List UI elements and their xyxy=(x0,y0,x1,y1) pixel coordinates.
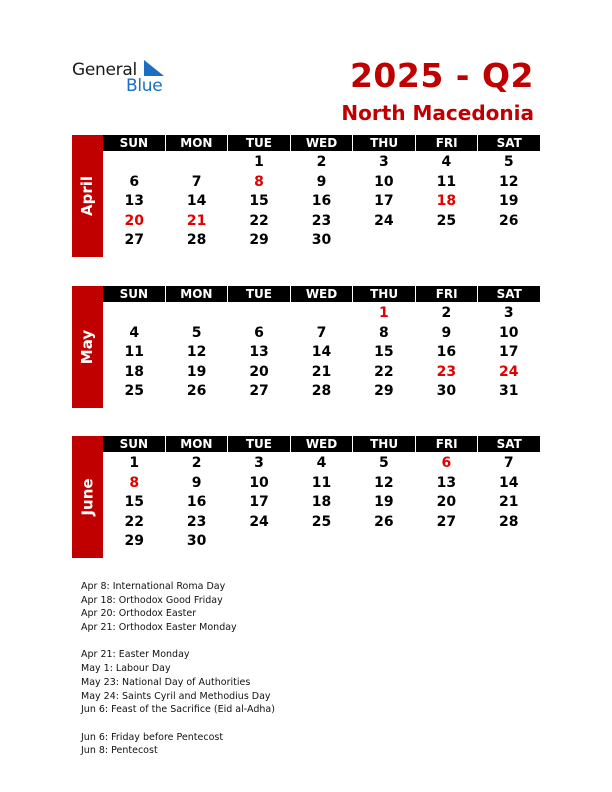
day-cell: 4 xyxy=(316,455,327,471)
month-june xyxy=(72,436,540,558)
day-cell: 20 xyxy=(436,494,457,510)
holiday-note: Apr 8: International Roma Day xyxy=(81,581,226,592)
day-cell: 10 xyxy=(374,173,394,190)
day-cell xyxy=(228,532,290,552)
day-cell: 23 xyxy=(436,363,457,380)
week-row xyxy=(103,343,540,363)
day-cell: 16 xyxy=(436,344,457,360)
month-name: May xyxy=(78,329,97,365)
day-cell: 8 xyxy=(379,324,389,341)
weekday-header-cell: SUN xyxy=(103,286,165,302)
day-cell: 30 xyxy=(186,533,207,549)
day-cell: 9 xyxy=(441,324,452,341)
day-cell: 19 xyxy=(186,363,207,380)
day-cell: 18 xyxy=(124,363,144,380)
logo xyxy=(72,60,172,96)
day-cell: 17 xyxy=(499,344,519,360)
weekday-header-cell: THU xyxy=(353,286,415,302)
page-title: 2025 - Q2 xyxy=(349,56,534,95)
day-cell: 21 xyxy=(186,212,207,229)
weekday-header-cell: THU xyxy=(353,436,415,452)
month-name-container xyxy=(72,436,103,558)
holiday-note: Jun 8: Pentecost xyxy=(81,745,158,757)
day-cell: 16 xyxy=(311,193,332,209)
day-cell: 12 xyxy=(499,173,519,190)
holiday-note: Apr 21: Easter Monday xyxy=(81,649,190,661)
day-cell: 22 xyxy=(124,513,144,530)
weekday-header-cell: MON xyxy=(166,135,228,151)
logo-triangle-icon xyxy=(144,60,164,76)
note-spacer xyxy=(81,717,275,731)
day-cell: 7 xyxy=(503,455,514,471)
day-cell: 20 xyxy=(249,363,269,380)
day-cell: 26 xyxy=(374,513,394,530)
holiday-note: Apr 20: Orthodox Easter xyxy=(81,608,197,620)
day-cell: 14 xyxy=(186,193,207,209)
day-cell: 5 xyxy=(379,455,389,471)
day-cell: 21 xyxy=(311,363,332,380)
day-cell: 13 xyxy=(436,474,457,491)
day-cell: 9 xyxy=(191,474,202,491)
week-row xyxy=(103,324,540,344)
day-cell: 3 xyxy=(379,154,389,170)
week-row xyxy=(103,192,540,212)
week-row xyxy=(103,532,540,552)
day-cell: 3 xyxy=(503,305,514,321)
weekday-header-cell: THU xyxy=(353,135,415,151)
weekday-header-cell: SUN xyxy=(103,436,165,452)
day-cell xyxy=(290,304,352,324)
day-cell xyxy=(478,532,540,552)
day-cell: 30 xyxy=(311,232,332,248)
weekday-header-cell: TUE xyxy=(228,135,290,151)
day-cell: 15 xyxy=(249,193,269,209)
day-grid xyxy=(103,454,540,552)
weekday-header xyxy=(103,286,540,302)
week-row xyxy=(103,382,540,402)
holiday-note: Apr 21: Orthodox Easter Monday xyxy=(81,622,237,634)
day-cell: 13 xyxy=(124,193,144,209)
day-grid xyxy=(103,304,540,402)
weekday-header-cell: FRI xyxy=(416,286,478,302)
weekday-header-cell: SAT xyxy=(478,436,540,452)
day-cell: 25 xyxy=(124,383,144,399)
day-cell: 25 xyxy=(436,212,457,229)
day-cell: 8 xyxy=(129,474,140,491)
day-cell: 14 xyxy=(311,344,332,360)
week-row xyxy=(103,173,540,193)
day-cell xyxy=(165,304,227,324)
day-cell: 5 xyxy=(191,324,202,341)
logo-text-blue: Blue xyxy=(126,76,163,96)
week-row xyxy=(103,513,540,533)
week-row xyxy=(103,454,540,474)
weekday-header-cell: WED xyxy=(291,286,353,302)
week-row xyxy=(103,231,540,251)
day-cell: 24 xyxy=(374,212,394,229)
weekday-header-cell: WED xyxy=(291,135,353,151)
day-cell: 23 xyxy=(311,212,332,229)
day-grid xyxy=(103,153,540,251)
day-cell: 19 xyxy=(499,193,519,209)
day-cell: 6 xyxy=(129,173,140,190)
day-cell: 24 xyxy=(499,363,519,380)
day-cell xyxy=(478,231,540,251)
day-cell: 26 xyxy=(186,383,207,399)
day-cell: 11 xyxy=(436,173,457,190)
day-cell xyxy=(415,532,477,552)
month-name-container xyxy=(72,286,103,408)
day-cell: 27 xyxy=(249,383,269,399)
weekday-header xyxy=(103,436,540,452)
day-cell: 15 xyxy=(124,494,144,510)
day-cell: 11 xyxy=(124,344,144,360)
day-cell: 10 xyxy=(499,324,519,341)
day-cell xyxy=(103,304,165,324)
weekday-header-cell: MON xyxy=(166,436,228,452)
day-cell: 26 xyxy=(499,212,519,229)
day-cell: 1 xyxy=(129,455,140,471)
day-cell: 12 xyxy=(186,344,207,360)
day-cell: 9 xyxy=(316,173,327,190)
week-row xyxy=(103,304,540,324)
day-cell: 5 xyxy=(503,154,514,170)
day-cell: 28 xyxy=(186,232,207,248)
day-cell xyxy=(353,231,415,251)
day-cell: 22 xyxy=(374,363,394,380)
day-cell: 1 xyxy=(254,154,264,170)
day-cell: 2 xyxy=(316,154,327,170)
day-cell: 11 xyxy=(311,474,332,491)
day-cell: 2 xyxy=(191,455,202,471)
weekday-header-cell: FRI xyxy=(416,135,478,151)
week-row xyxy=(103,474,540,494)
weekday-header-cell: SAT xyxy=(478,286,540,302)
weekday-header-cell: MON xyxy=(166,286,228,302)
day-cell xyxy=(165,153,227,173)
holiday-note: Apr 18: Orthodox Good Friday xyxy=(81,594,223,606)
day-cell: 10 xyxy=(249,474,269,491)
day-cell: 23 xyxy=(186,513,207,530)
day-cell: 8 xyxy=(254,173,264,190)
day-cell: 16 xyxy=(186,494,207,510)
day-cell: 18 xyxy=(311,494,332,510)
day-cell: 7 xyxy=(316,324,327,341)
day-cell: 15 xyxy=(374,344,394,360)
day-cell: 4 xyxy=(129,324,140,341)
weekday-header-cell: WED xyxy=(291,436,353,452)
week-row xyxy=(103,153,540,173)
day-cell: 29 xyxy=(374,383,394,399)
week-row xyxy=(103,212,540,232)
day-cell: 12 xyxy=(374,474,394,491)
day-cell: 3 xyxy=(254,455,264,471)
day-cell: 1 xyxy=(379,305,389,321)
day-cell: 19 xyxy=(374,494,394,510)
day-cell: 30 xyxy=(436,383,457,399)
day-cell xyxy=(228,304,290,324)
weekday-header-cell: SUN xyxy=(103,135,165,151)
note-spacer xyxy=(81,635,275,649)
day-cell: 22 xyxy=(249,212,269,229)
day-cell: 31 xyxy=(499,383,519,399)
day-cell: 6 xyxy=(254,324,264,341)
day-cell: 17 xyxy=(249,494,269,510)
month-name-container xyxy=(72,135,103,257)
day-cell: 14 xyxy=(499,474,519,491)
day-cell: 18 xyxy=(436,193,457,209)
day-cell: 25 xyxy=(311,513,332,530)
holiday-note: May 23: National Day of Authorities xyxy=(81,676,251,688)
day-cell: 13 xyxy=(249,344,269,360)
day-cell: 28 xyxy=(499,513,519,530)
day-cell xyxy=(353,532,415,552)
day-cell: 17 xyxy=(374,193,394,209)
day-cell: 20 xyxy=(124,212,144,229)
month-name: April xyxy=(78,175,97,217)
holiday-note: Jun 6: Feast of the Sacrifice (Eid al-Adha) xyxy=(81,704,275,716)
day-cell: 7 xyxy=(191,173,202,190)
day-cell xyxy=(415,231,477,251)
day-cell: 21 xyxy=(499,494,519,510)
day-cell: 4 xyxy=(441,154,452,170)
week-row xyxy=(103,363,540,383)
weekday-header-cell: SAT xyxy=(478,135,540,151)
day-cell: 2 xyxy=(441,305,452,321)
weekday-header-cell: TUE xyxy=(228,286,290,302)
country-subtitle: North Macedonia xyxy=(341,101,534,125)
month-april xyxy=(72,135,540,257)
day-cell: 29 xyxy=(124,533,144,549)
weekday-header xyxy=(103,135,540,151)
day-cell: 27 xyxy=(436,513,457,530)
day-cell: 28 xyxy=(311,383,332,399)
holiday-notes xyxy=(81,580,275,758)
day-cell: 29 xyxy=(249,232,269,248)
logo-text-general: General xyxy=(72,60,137,80)
weekday-header-cell: FRI xyxy=(416,436,478,452)
holiday-note: May 24: Saints Cyril and Methodius Day xyxy=(81,690,271,702)
day-cell: 6 xyxy=(441,455,452,471)
month-may xyxy=(72,286,540,408)
week-row xyxy=(103,493,540,513)
weekday-header-cell: TUE xyxy=(228,436,290,452)
day-cell: 24 xyxy=(249,513,269,530)
holiday-note: May 1: Labour Day xyxy=(81,663,171,675)
day-cell xyxy=(290,532,352,552)
day-cell xyxy=(103,153,165,173)
day-cell: 27 xyxy=(124,232,144,248)
month-name: June xyxy=(78,478,97,516)
holiday-note: Jun 6: Friday before Pentecost xyxy=(81,731,224,743)
